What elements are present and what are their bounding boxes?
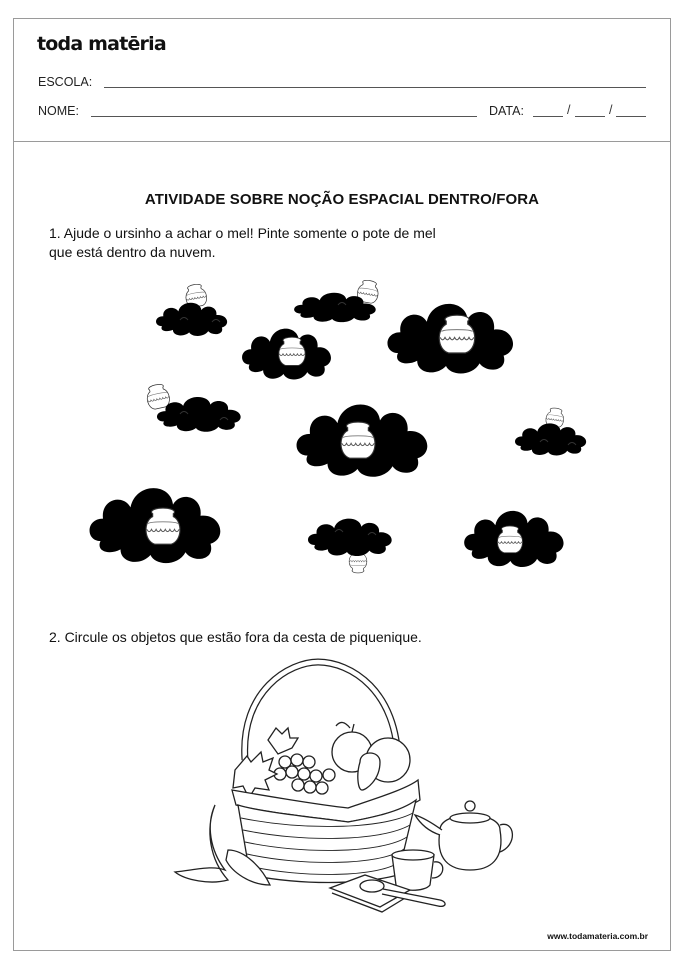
footer-url: www.todamateria.com.br — [547, 931, 648, 941]
question-2-text: 2. Circule os objetos que estão fora da cesta de piquenique. — [49, 629, 422, 645]
cloud-center-left-pot-inside — [242, 329, 331, 380]
picnic-basket-illustration — [175, 662, 512, 912]
cloud-bottom-center-pot-outside — [308, 519, 392, 573]
cloud-bottom-right-pot-inside — [464, 511, 563, 567]
cloud-center-pot-inside — [297, 405, 428, 477]
data-label: DATA: — [489, 104, 524, 118]
cloud-top-right-pot-inside — [387, 304, 513, 374]
escola-label: ESCOLA: — [38, 75, 93, 89]
cloud-middle-left-pot-outside — [145, 383, 241, 432]
cloud-bottom-left-pot-inside — [90, 488, 221, 563]
cloud-right-pot-outside — [515, 407, 586, 455]
nome-label: NOME: — [38, 104, 79, 118]
cloud-top-left-pot-outside — [156, 283, 227, 336]
question-1-line-2: que está dentro da nuvem. — [49, 244, 216, 260]
brand-logo: toda matēria — [37, 33, 166, 55]
question-1-line-1: 1. Ajude o ursinho a achar o mel! Pinte somente o pote de mel — [49, 225, 436, 241]
date-separator: / — [567, 103, 571, 117]
date-separator: / — [609, 103, 613, 117]
cloud-top-center-pot-outside — [294, 279, 380, 322]
worksheet-title: ATIVIDADE SOBRE NOÇÃO ESPACIAL DENTRO/FORA — [144, 191, 540, 208]
